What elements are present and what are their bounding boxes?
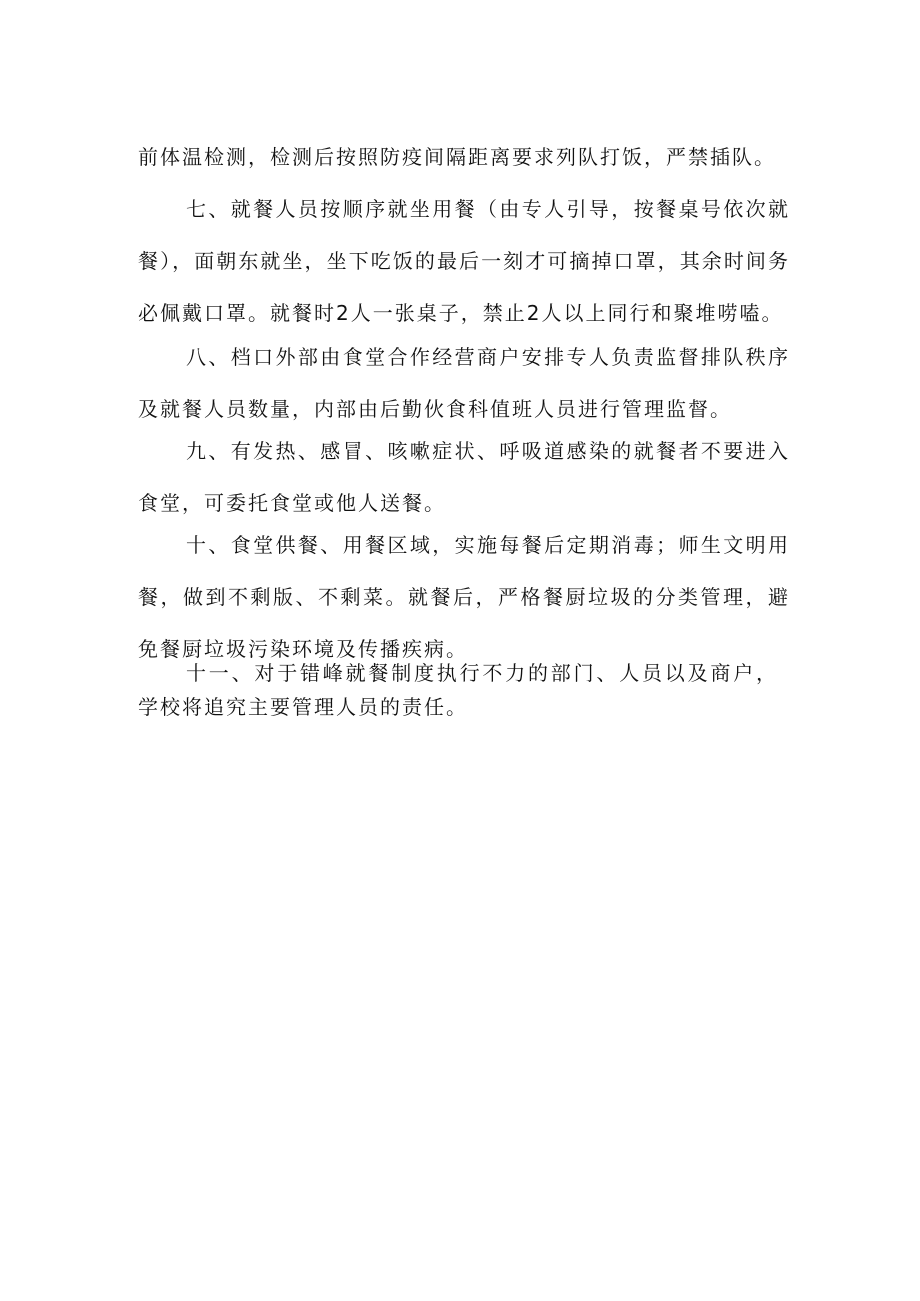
paragraph-item-9: 九、有发热、感冒、咳嗽症状、呼吸道感染的就餐者不要进入食堂，可委托食堂或他人送餐。 xyxy=(138,439,790,515)
paragraph-item-10: 十、食堂供餐、用餐区域，实施每餐后定期消毒；师生文明用餐，做到不剩版、不剩菜。就餐后，严格餐厨垃圾的分类管理，避免餐厨垃圾污染环境及传播疾病。 xyxy=(138,533,790,661)
paragraph-item-7: 七、就餐人员按顺序就坐用餐（由专人引导，按餐桌号依次就餐），面朝东就坐，坐下吃饭的最后一刻才可摘掉口罩，其余时间务必佩戴口罩。就餐时2人一张桌子，禁止2人以上同行和聚堆唠嗑。 xyxy=(138,197,790,325)
paragraph-item-11: 十一、对于错峰就餐制度执行不力的部门、人员以及商户，学校将追究主要管理人员的责任。 xyxy=(138,661,778,719)
paragraph-item-8: 八、档口外部由食堂合作经营商户安排专人负责监督排队秩序及就餐人员数量，内部由后勤伙食科值班人员进行管理监督。 xyxy=(138,345,790,421)
paragraph-continuation: 前体温检测，检测后按照防疫间隔距离要求列队打饭，严禁插队。 xyxy=(138,145,776,169)
